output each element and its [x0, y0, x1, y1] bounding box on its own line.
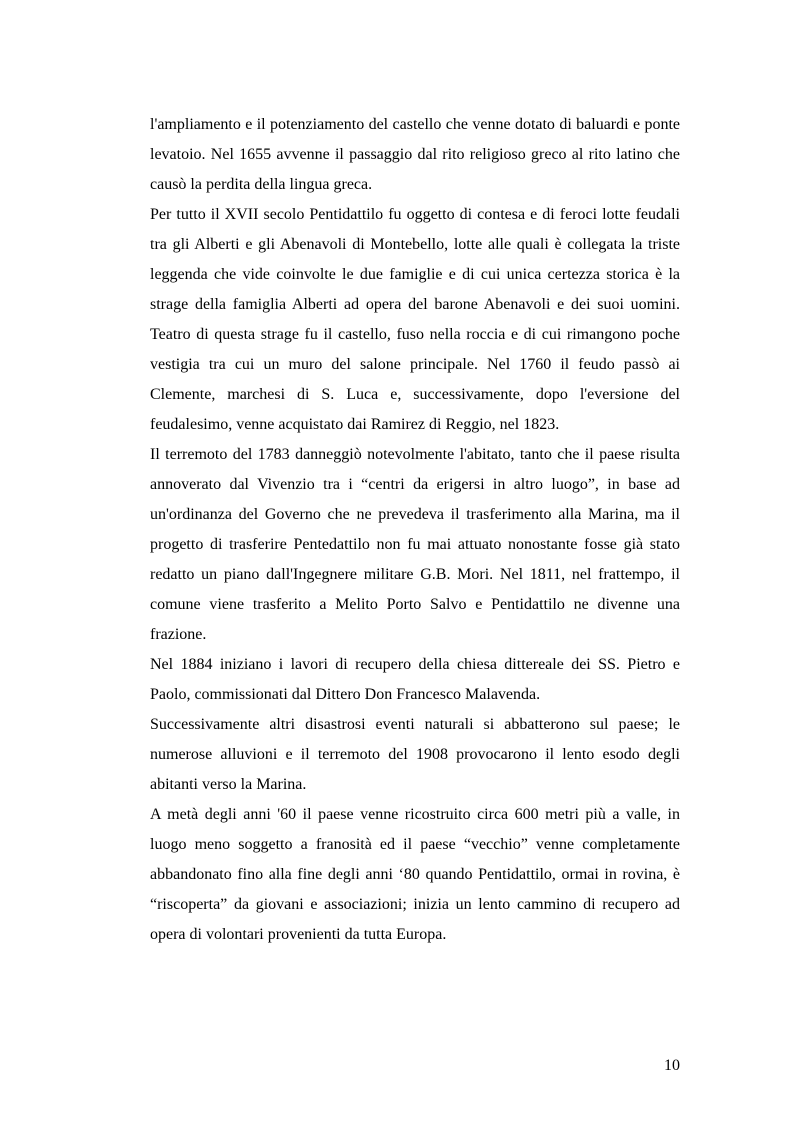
paragraph-1884: Nel 1884 iniziano i lavori di recupero della chiesa dittereale dei SS. Pietro e Paolo, commissionati dal Dittero Don Francesco Malavenda. [150, 656, 680, 703]
paragraph-xvii-secolo: Per tutto il XVII secolo Pentidattilo fu oggetto di contesa e di feroci lotte feudali tra gli Alberti e gli Abenavoli di Montebello, lotte alle quali è collegata la triste leggenda che vide coinvolte le due famiglie e di cui unica certezza storica è la strage della famiglia Alberti ad opera del barone Abenavoli e dei suoi uomini. Teatro di questa strage fu il castello, fuso nella roccia e di cui rimangono poche vestigia tra cui un muro del salone principale. Nel 1760 il feudo passò ai Clemente, marchesi di S. Luca e, successivamente, dopo l'eversione del feudalesimo, venne acquistato dai Ramirez di Reggio, nel 1823. [150, 206, 680, 433]
paragraph-terremoto-1783: Il terremoto del 1783 danneggiò notevolmente l'abitato, tanto che il paese risulta annoverato dal Vivenzio tra i “centri da erigersi in altro luogo”, in base ad un'ordinanza del Governo che ne prevedeva il trasferimento alla Marina, ma il progetto di trasferire Pentedattilo non fu mai attuato nonostante fosse già stato redatto un piano dall'Ingegnere militare G.B. Mori. Nel 1811, nel frattempo, il comune viene trasferito a Melito Porto Salvo e Pentidattilo ne divenne una frazione. [150, 446, 680, 643]
paragraph-anni-60: A metà degli anni '60 il paese venne ricostruito circa 600 metri più a valle, in luogo meno soggetto a franosità ed il paese “vecchio” venne completamente abbandonato fino alla fine degli anni ‘80 quando Pentidattilo, ormai in rovina, è “riscoperta” da giovani e associazioni; inizia un lento cammino di recupero ad opera di volontari provenienti da tutta Europa. [150, 806, 680, 943]
page-number: 10 [664, 1057, 680, 1074]
paragraph-castello: l'ampliamento e il potenziamento del castello che venne dotato di baluardi e ponte levatoio. Nel 1655 avvenne il passaggio dal rito religioso greco al rito latino che causò la perdita della lingua greca. [150, 116, 680, 193]
page-body [150, 110, 680, 950]
paragraph-alluvioni: Successivamente altri disastrosi eventi naturali si abbatterono sul paese; le numerose alluvioni e il terremoto del 1908 provocarono il lento esodo degli abitanti verso la Marina. [150, 716, 680, 793]
